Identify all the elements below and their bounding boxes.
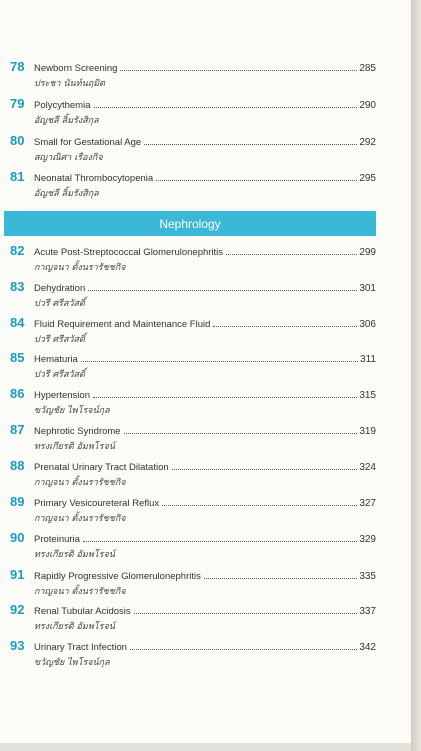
- page-number: 306: [359, 319, 376, 330]
- page-number: 295: [359, 173, 376, 184]
- chapter-number: 89: [10, 494, 25, 509]
- book-spine-edge: [411, 0, 421, 751]
- toc-entry-81: [10, 169, 376, 209]
- section-banner: [4, 211, 376, 236]
- dot-leader: [226, 253, 357, 255]
- chapter-title: Hypertension: [34, 390, 90, 401]
- dot-leader: [204, 577, 357, 579]
- title-row: [34, 351, 376, 365]
- chapter-title: Hematuria: [34, 354, 78, 365]
- dot-leader: [83, 540, 357, 542]
- chapter-number: 85: [10, 350, 25, 365]
- toc-entry-92: [10, 602, 376, 642]
- toc-entry-84: [10, 315, 376, 355]
- chapter-author: อัญชลี ลิ้มรังสิกุล: [34, 116, 99, 126]
- dot-leader: [130, 648, 357, 650]
- chapter-title: Prenatal Urinary Tract Dilatation: [34, 462, 169, 473]
- dot-leader: [120, 69, 357, 71]
- chapter-author: กาญจนา ตั้งนรารัชชกิจ: [34, 587, 126, 597]
- page-number: 329: [359, 534, 376, 545]
- title-row: [34, 97, 376, 111]
- chapter-title: Small for Gestational Age: [34, 137, 142, 148]
- chapter-title: Fluid Requirement and Maintenance Fluid: [34, 319, 211, 330]
- toc-entry-80: [10, 133, 376, 173]
- toc-entry-88: [10, 458, 376, 498]
- dot-leader: [94, 106, 358, 108]
- dot-leader: [81, 360, 358, 362]
- toc-entry-86: [10, 386, 376, 426]
- toc-entry-79: [10, 96, 376, 136]
- chapter-author: อัญชลี ลิ้มรังสิกุล: [34, 189, 99, 199]
- page-number: 285: [359, 63, 376, 74]
- dot-leader: [213, 325, 357, 327]
- title-row: [34, 244, 376, 258]
- chapter-author: ปวรี ศรีสวัสดิ์: [34, 370, 85, 380]
- dot-leader: [88, 289, 357, 291]
- toc-entry-89: [10, 494, 376, 534]
- chapter-number: 78: [10, 59, 25, 74]
- chapter-author: กาญจนา ตั้งนรารัชชกิจ: [34, 514, 126, 524]
- chapter-number: 81: [10, 169, 25, 184]
- toc-entry-85: [10, 350, 376, 390]
- page-number: 311: [360, 354, 376, 365]
- chapter-title: Dehydration: [34, 283, 86, 294]
- page-number: 315: [359, 390, 376, 401]
- chapter-author: ขวัญชัย ไพโรจน์กุล: [34, 406, 110, 416]
- chapter-author: ปวรี ศรีสวัสดิ์: [34, 299, 85, 309]
- toc-entry-83: [10, 279, 376, 319]
- page-number: 342: [359, 642, 376, 653]
- page-number: 319: [359, 426, 376, 437]
- chapter-author: ประชา นันท์นฤมิต: [34, 79, 106, 89]
- page-number: 324: [359, 462, 376, 473]
- dot-leader: [124, 432, 358, 434]
- title-row: [34, 459, 376, 473]
- title-row: [34, 60, 376, 74]
- title-row: [34, 495, 376, 509]
- dot-leader: [144, 143, 357, 145]
- chapter-author: ทรงเกียรติ อัมพโรจน์: [34, 550, 115, 560]
- chapter-number: 86: [10, 386, 25, 401]
- toc-entry-82: [10, 243, 376, 283]
- chapter-title: Urinary Tract Infection: [34, 642, 127, 653]
- title-row: [34, 639, 376, 653]
- page-number: 292: [359, 137, 376, 148]
- toc-entry-93: [10, 638, 376, 678]
- chapter-number: 92: [10, 602, 25, 617]
- chapter-number: 79: [10, 96, 25, 111]
- title-row: [34, 134, 376, 148]
- chapter-number: 82: [10, 243, 25, 258]
- toc-entry-78: [10, 59, 376, 99]
- page-number: 335: [359, 571, 376, 582]
- dot-leader: [93, 396, 357, 398]
- title-row: [34, 170, 376, 184]
- chapter-title: Polycythemia: [34, 100, 91, 111]
- chapter-title: Newborn Screening: [34, 63, 118, 74]
- chapter-title: Rapidly Progressive Glomerulonephritis: [34, 571, 201, 582]
- chapter-author: ขวัญชัย ไพโรจน์กุล: [34, 658, 110, 668]
- title-row: [34, 387, 376, 401]
- chapter-number: 91: [10, 567, 25, 582]
- chapter-number: 83: [10, 279, 25, 294]
- page-number: 301: [359, 283, 376, 294]
- chapter-number: 84: [10, 315, 25, 330]
- chapter-title: Renal Tubular Acidosis: [34, 606, 131, 617]
- title-row: [34, 280, 376, 294]
- page-number: 299: [359, 247, 376, 258]
- chapter-title: Nephrotic Syndrome: [34, 426, 121, 437]
- chapter-author: สญาณิศา เรืองกิจ: [34, 153, 103, 163]
- title-row: [34, 423, 376, 437]
- title-row: [34, 316, 376, 330]
- dot-leader: [156, 179, 357, 181]
- dot-leader: [134, 612, 358, 614]
- toc-entry-87: [10, 422, 376, 462]
- page-number: 337: [359, 606, 376, 617]
- chapter-number: 90: [10, 530, 25, 545]
- toc-entry-91: [10, 567, 376, 607]
- chapter-title: Acute Post-Streptococcal Glomerulonephritis: [34, 247, 224, 258]
- chapter-number: 87: [10, 422, 25, 437]
- chapter-title: Primary Vesicoureteral Reflux: [34, 498, 160, 509]
- chapter-title: Neonatal Thrombocytopenia: [34, 173, 154, 184]
- page-number: 290: [359, 100, 376, 111]
- dot-leader: [172, 468, 358, 470]
- title-row: [34, 568, 376, 582]
- chapter-number: 80: [10, 133, 25, 148]
- title-row: [34, 603, 376, 617]
- chapter-author: ทรงเกียรติ อัมพโรจน์: [34, 442, 115, 452]
- section-title: Nephrology: [159, 216, 221, 231]
- page-number: 327: [359, 498, 376, 509]
- page-bottom-edge: [0, 743, 411, 751]
- chapter-author: ปวรี ศรีสวัสดิ์: [34, 335, 85, 345]
- chapter-author: กาญจนา ตั้งนรารัชชกิจ: [34, 263, 126, 273]
- title-row: [34, 531, 376, 545]
- chapter-author: กาญจนา ตั้งนรารัชชกิจ: [34, 478, 126, 488]
- chapter-number: 93: [10, 638, 25, 653]
- chapter-title: Proteinuria: [34, 534, 80, 545]
- chapter-number: 88: [10, 458, 25, 473]
- chapter-author: ทรงเกียรติ อัมพโรจน์: [34, 622, 115, 632]
- dot-leader: [162, 504, 357, 506]
- toc-entry-90: [10, 530, 376, 570]
